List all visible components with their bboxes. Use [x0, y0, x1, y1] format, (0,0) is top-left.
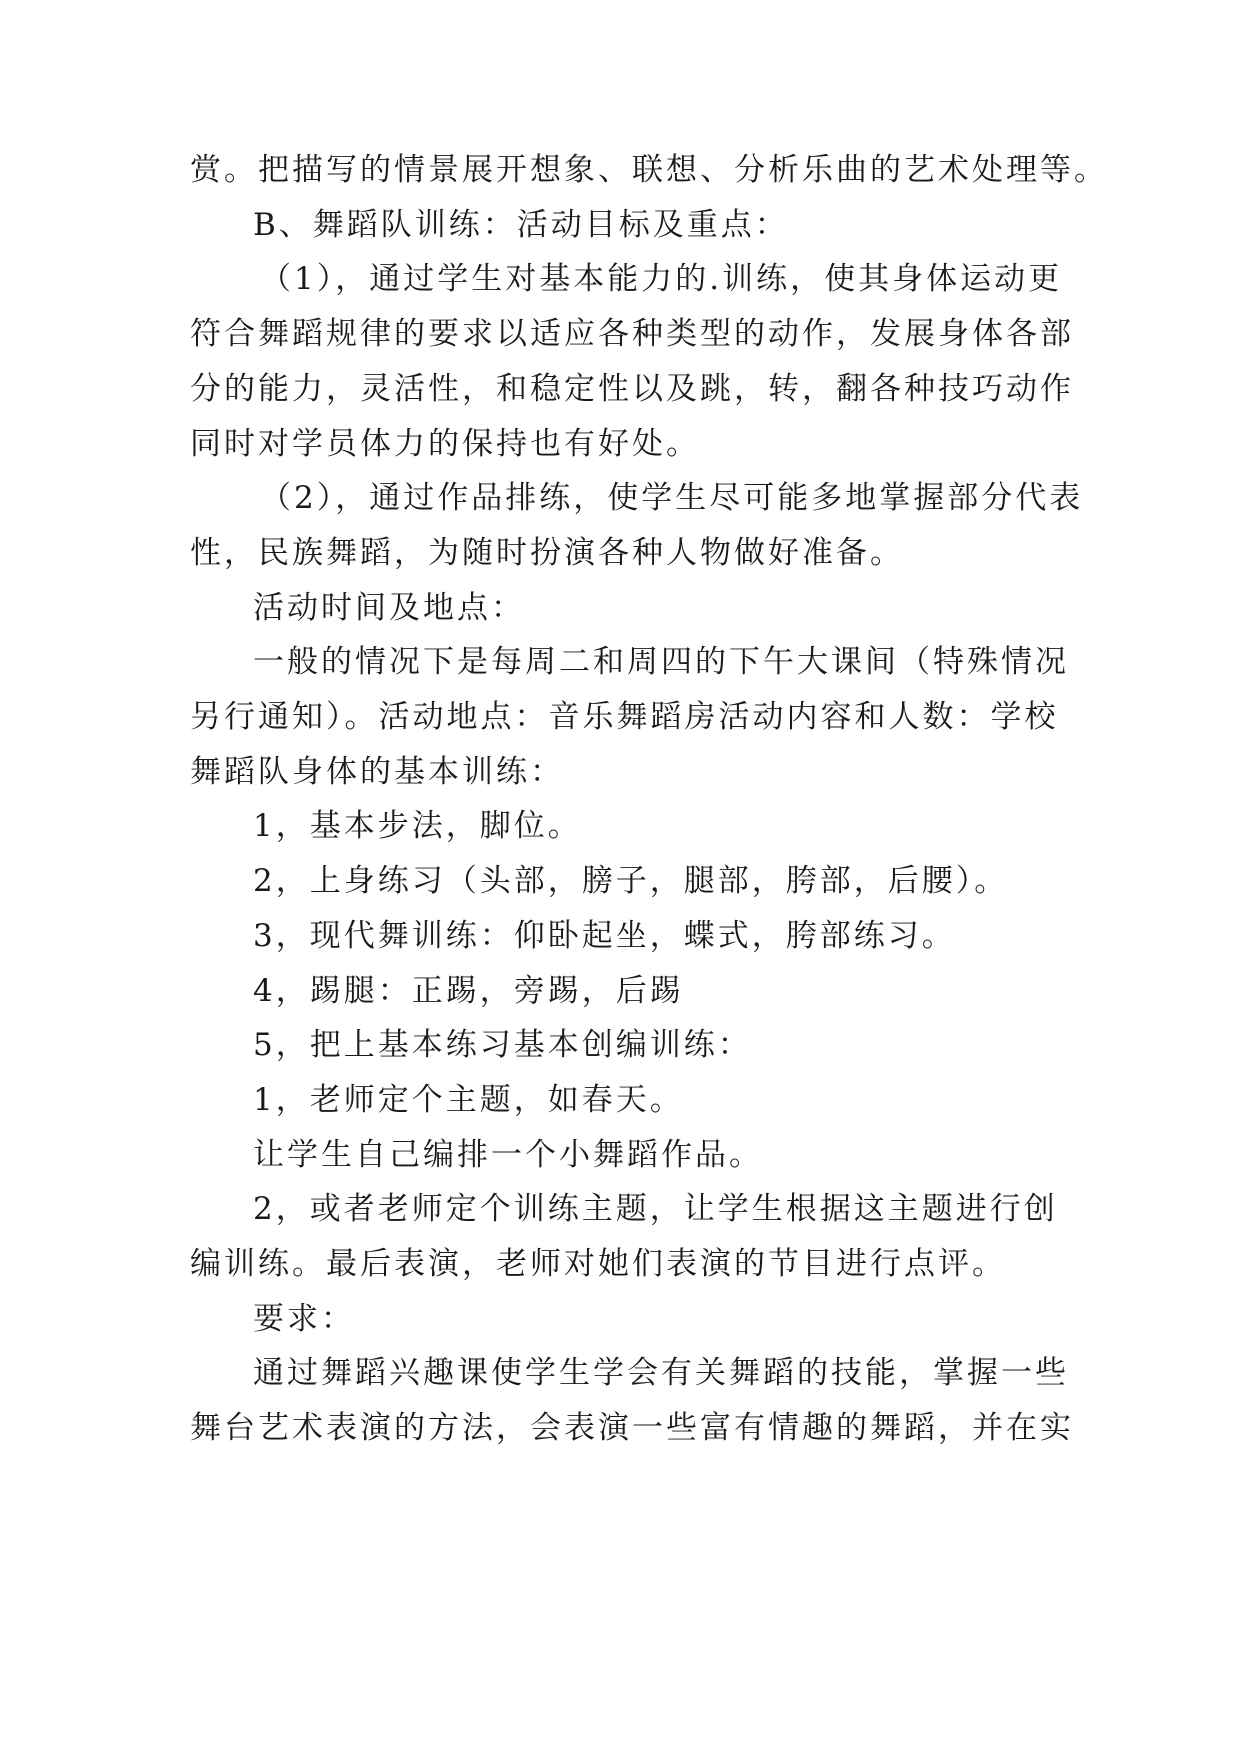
text-line: B、舞蹈队训练：活动目标及重点： [253, 207, 789, 243]
text-line: 舞蹈队身体的基本训练： [190, 754, 564, 790]
text-line: 一般的情况下是每周二和周四的下午大课间（特殊情况 [253, 644, 1069, 680]
text-line: （1），通过学生对基本能力的.训练，使其身体运动更 [260, 261, 1063, 297]
text-line: 5，把上基本练习基本创编训练： [253, 1027, 752, 1063]
text-line: 活动时间及地点： [253, 590, 525, 626]
text-line: 1，老师定个主题，如春天。 [253, 1082, 684, 1118]
text-line: 4，踢腿：正踢，旁踢，后踢 [253, 973, 684, 1009]
text-line: 赏。把描写的情景展开想象、联想、分析乐曲的艺术处理等。 [190, 152, 1108, 188]
text-line: 另行通知）。活动地点：音乐舞蹈房活动内容和人数：学校 [190, 699, 1059, 735]
text-line: 性，民族舞蹈，为随时扮演各种人物做好准备。 [190, 535, 904, 571]
text-line: 通过舞蹈兴趣课使学生学会有关舞蹈的技能，掌握一些 [253, 1355, 1069, 1391]
text-line: 1，基本步法，脚位。 [253, 808, 582, 844]
text-line: 要求： [253, 1301, 355, 1337]
text-line: 分的能力，灵活性，和稳定性以及跳，转，翻各种技巧动作 [190, 371, 1074, 407]
text-line: 3，现代舞训练：仰卧起坐，蝶式，胯部练习。 [253, 918, 956, 954]
text-line: （2），通过作品排练，使学生尽可能多地掌握部分代表 [260, 480, 1084, 516]
text-line: 编训练。最后表演，老师对她们表演的节目进行点评。 [190, 1246, 1006, 1282]
text-line: 2，上身练习（头部，膀子，腿部，胯部，后腰）。 [253, 863, 1009, 899]
text-line: 2，或者老师定个训练主题，让学生根据这主题进行创 [253, 1191, 1058, 1227]
text-line: 同时对学员体力的保持也有好处。 [190, 426, 700, 462]
text-line: 让学生自己编排一个小舞蹈作品。 [253, 1137, 763, 1173]
text-line: 符合舞蹈规律的要求以适应各种类型的动作，发展身体各部 [190, 316, 1074, 352]
text-line: 舞台艺术表演的方法，会表演一些富有情趣的舞蹈，并在实 [190, 1410, 1074, 1446]
